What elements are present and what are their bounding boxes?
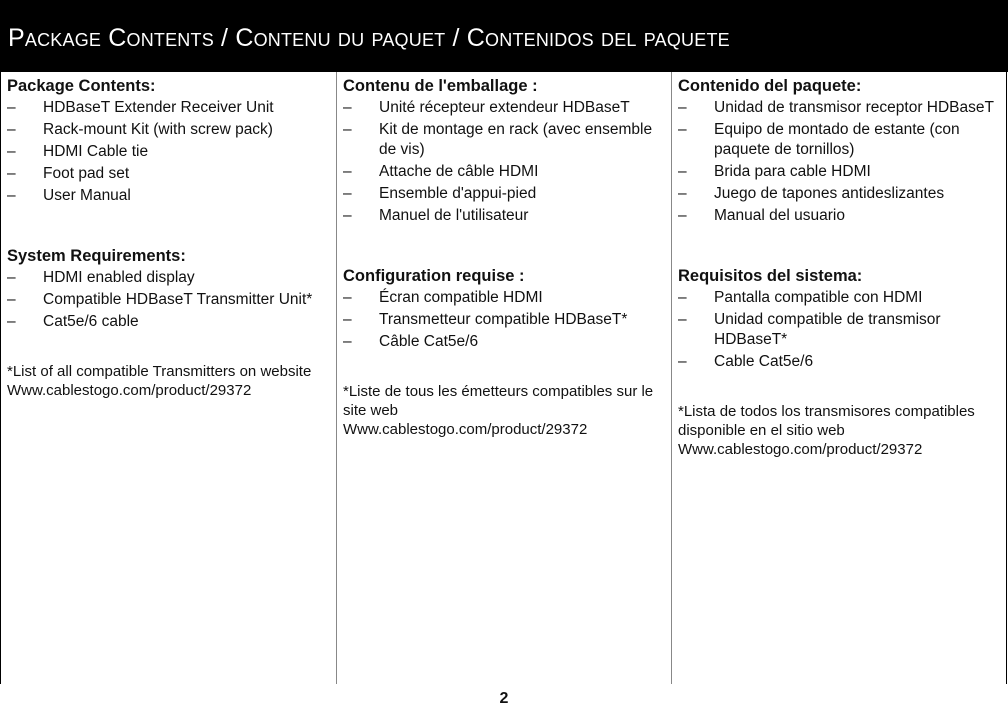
system-requirements-heading: Configuration requise : — [343, 267, 525, 285]
dash-bullet-icon: – — [7, 269, 16, 286]
list-item: – Kit de montage en rack (avec ensemble de vis) — [343, 121, 653, 158]
product-url: Www.cablestogo.com/product/29372 — [678, 441, 923, 458]
list-item: – Unidad de transmisor receptor HDBaseT — [678, 99, 994, 116]
list-item: – HDMI enabled display — [7, 269, 195, 286]
dash-bullet-icon: – — [343, 333, 352, 350]
list-item: – Transmetteur compatible HDBaseT* — [343, 311, 628, 328]
product-url: Www.cablestogo.com/product/29372 — [343, 421, 588, 438]
dash-bullet-icon: – — [678, 207, 687, 224]
system-requirements-list — [678, 288, 1006, 372]
list-item: – Cat5e/6 cable — [7, 313, 139, 330]
note-text: *List of all compatible Transmitters on website — [7, 363, 312, 380]
list-item: – Brida para cable HDMI — [678, 163, 871, 180]
package-contents-heading: Package Contents: — [7, 77, 156, 95]
dash-bullet-icon: – — [678, 289, 687, 306]
list-item: – Manual del usuario — [678, 207, 845, 224]
dash-bullet-icon: – — [678, 99, 687, 116]
list-item: – Unidad compatible de transmisor HDBaseT* — [678, 311, 941, 348]
list-item: – Rack-mount Kit (with screw pack) — [7, 121, 273, 138]
package-contents-list — [678, 98, 1006, 226]
page-title: Package Contents / Contenu du paquet / Contenidos del paquete — [8, 24, 730, 52]
package-contents-heading: Contenu de l'emballage : — [343, 77, 538, 95]
system-requirements-heading: System Requirements: — [7, 247, 186, 265]
dash-bullet-icon: – — [343, 311, 352, 328]
dash-bullet-icon: – — [7, 313, 16, 330]
dash-bullet-icon: – — [678, 311, 687, 328]
list-item: – HDMI Cable tie — [7, 143, 149, 160]
dash-bullet-icon: – — [7, 143, 16, 160]
system-requirements-list — [343, 288, 671, 352]
dash-bullet-icon: – — [678, 163, 687, 180]
dash-bullet-icon: – — [7, 165, 16, 182]
dash-bullet-icon: – — [7, 291, 16, 308]
list-item: – HDBaseT Extender Receiver Unit — [7, 99, 274, 116]
dash-bullet-icon: – — [343, 289, 352, 306]
dash-bullet-icon: – — [7, 121, 16, 138]
list-item: – Câble Cat5e/6 — [343, 333, 479, 350]
list-item: – Pantalla compatible con HDMI — [678, 289, 923, 306]
dash-bullet-icon: – — [7, 99, 16, 116]
dash-bullet-icon: – — [343, 99, 352, 116]
package-contents-list — [343, 98, 671, 226]
list-item: – Compatible HDBaseT Transmitter Unit* — [7, 291, 313, 308]
note-text: *Lista de todos los transmisores compatibles disponible en el sitio web — [678, 403, 975, 439]
column-french — [336, 72, 671, 684]
list-item: – Unité récepteur extendeur HDBaseT — [343, 99, 630, 116]
compatibility-note — [7, 362, 336, 400]
dash-bullet-icon: – — [343, 121, 352, 138]
dash-bullet-icon: – — [343, 185, 352, 202]
compatibility-note — [678, 402, 1006, 459]
dash-bullet-icon: – — [343, 207, 352, 224]
package-contents-heading: Contenido del paquete: — [678, 77, 862, 95]
list-item: – Equipo de montado de estante (con paquete de tornillos) — [678, 121, 960, 158]
column-english — [0, 72, 336, 684]
list-item: – Ensemble d'appui-pied — [343, 185, 537, 202]
note-text: *Liste de tous les émetteurs compatibles sur le site web — [343, 383, 654, 419]
list-item: – Cable Cat5e/6 — [678, 353, 814, 370]
column-spanish — [671, 72, 1007, 684]
page-title-banner — [0, 0, 1008, 72]
list-item: – Foot pad set — [7, 165, 130, 182]
dash-bullet-icon: – — [678, 121, 687, 138]
dash-bullet-icon: – — [678, 353, 687, 370]
package-contents-list — [7, 98, 336, 206]
list-item: – Attache de câble HDMI — [343, 163, 539, 180]
list-item: – Écran compatible HDMI — [343, 289, 543, 306]
system-requirements-list — [7, 268, 336, 332]
list-item: – User Manual — [7, 187, 131, 204]
list-item: – Juego de tapones antideslizantes — [678, 185, 945, 202]
system-requirements-heading: Requisitos del sistema: — [678, 267, 863, 285]
list-item: – Manuel de l'utilisateur — [343, 207, 529, 224]
dash-bullet-icon: – — [7, 187, 16, 204]
dash-bullet-icon: – — [343, 163, 352, 180]
compatibility-note — [343, 382, 671, 439]
product-url: Www.cablestogo.com/product/29372 — [7, 382, 252, 399]
page-number: 2 — [499, 690, 509, 707]
dash-bullet-icon: – — [678, 185, 687, 202]
